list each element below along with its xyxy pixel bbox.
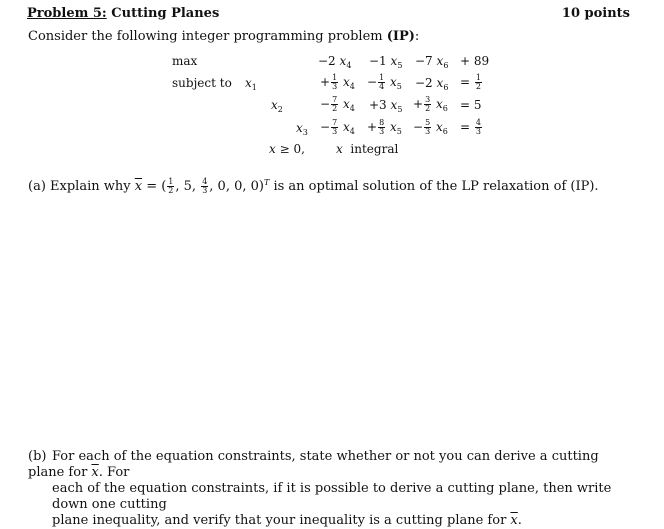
objective-constant: + 89: [460, 54, 490, 68]
c2-term-x4: − $\frac{7}{2}$ $x_4$: [320, 95, 355, 113]
c1-basic-var: $x_1$: [245, 76, 257, 92]
c1-term-x5: − $\frac{1}{4}$ $x_5$: [367, 73, 402, 91]
part-b: (b) For each of the equation constraints, state whether or not you can derive a cutting plane for $\overline{x}$. For each of the equation constraints, if it is possible to derive a cutting plane, then write down one cutting plane inequality, and verify that your inequality is a cutting plane for $\overline{x}$.: [28, 449, 634, 529]
subject-to-label: subject to: [172, 76, 232, 90]
c1-term-x6: −2 $x_6$: [415, 76, 449, 92]
c3-term-x4: − $\frac{7}{3}$ $x_4$: [320, 118, 355, 136]
c2-rhs: = 5: [460, 98, 482, 112]
intro-text: Consider the following integer programming problem (IP):: [28, 29, 420, 44]
c2-basic-var: $x_2$: [271, 98, 283, 114]
nonnegativity: x ≥ 0,: [269, 142, 305, 156]
ip-abbrev: (IP): [386, 29, 415, 44]
c3-term-x5: + $\frac{8}{3}$ $x_5$: [367, 118, 402, 136]
objective-term-x4: −2 $x_4$: [318, 54, 352, 70]
c2-term-x5: +3 $x_5$: [369, 98, 403, 114]
max-label: max: [172, 54, 198, 68]
c2-term-x6: + $\frac{3}{2}$ $x_6$: [413, 95, 448, 113]
problem-label: Problem 5:: [27, 6, 107, 21]
problem-title: [27, 6, 219, 21]
c3-term-x6: − $\frac{5}{3}$ $x_6$: [413, 118, 448, 136]
part-b-line3: plane inequality, and verify that your inequality is a cutting plane for $\overline{x}$.: [52, 513, 522, 528]
c3-basic-var: $x_3$: [296, 121, 308, 137]
c3-rhs: = $\frac{4}{3}$: [460, 118, 481, 136]
integrality: x integral: [336, 142, 399, 156]
part-a: (a) Explain why $\overline{x}$ = ( $\frac{1}{2}$ , 5, $\frac{4}{3}$ , 0, 0, 0)$^T$ is an optimal solution of the LP relaxation of (IP).: [28, 177, 599, 195]
c1-rhs: = $\frac{1}{2}$: [460, 73, 481, 91]
objective-term-x5: −1 $x_5$: [369, 54, 403, 70]
problem-name: Cutting Planes: [111, 6, 220, 21]
c1-term-x4: + $\frac{1}{3}$ $x_4$: [320, 73, 355, 91]
objective-term-x6: −7 $x_6$: [415, 54, 449, 70]
points-label: 10 points: [561, 6, 630, 21]
